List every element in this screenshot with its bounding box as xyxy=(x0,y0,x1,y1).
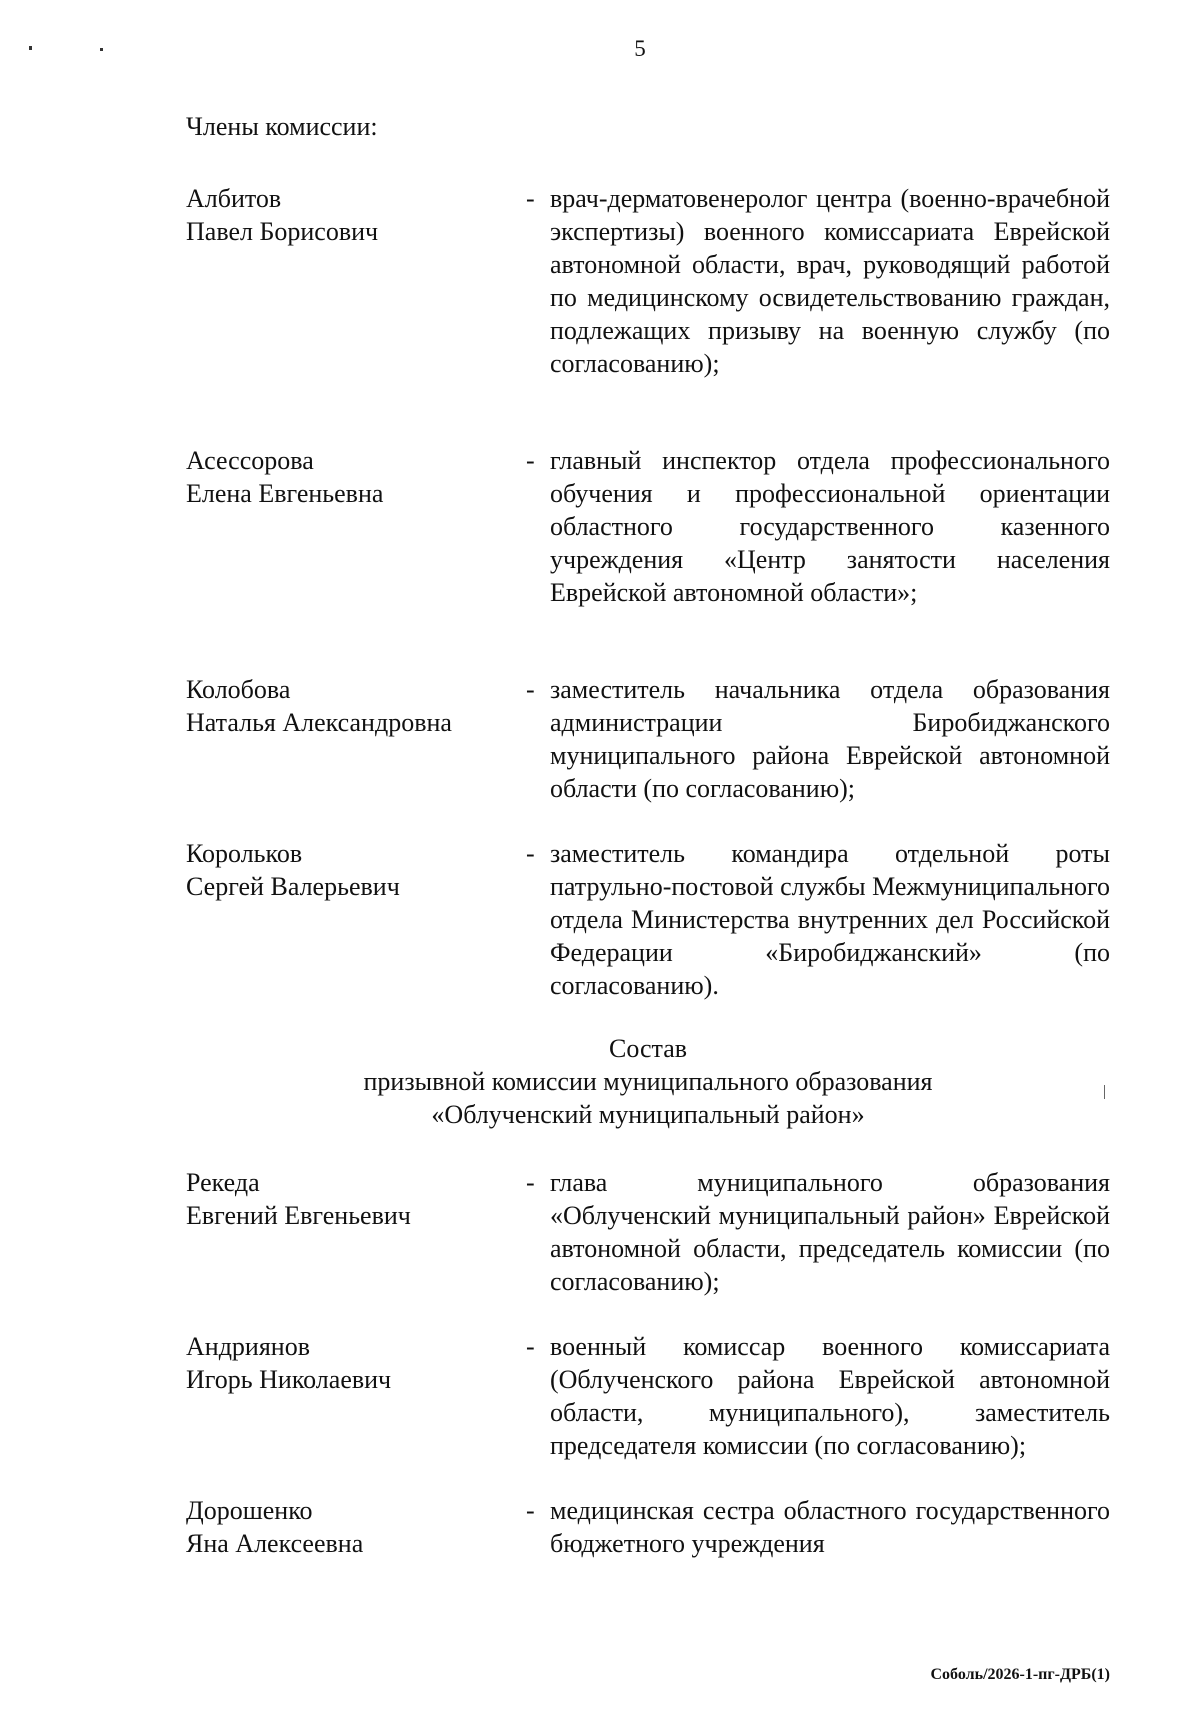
composition-title-line: Состав xyxy=(608,1034,688,1063)
member-position: глава муниципального образования «Облученский муниципальный район» Еврейской автономной области, председатель комиссии (по согласованию); xyxy=(550,1168,1110,1296)
member-name xyxy=(186,1166,516,1232)
member-name xyxy=(186,444,516,510)
member-surname: Рекеда xyxy=(186,1168,260,1197)
member-surname: Албитов xyxy=(186,184,282,213)
composition-title xyxy=(300,1032,996,1131)
member-given-names: Евгений Евгеньевич xyxy=(186,1201,411,1230)
member-position: медицинская сестра областного государственного бюджетного учреждения xyxy=(550,1496,1110,1558)
member-surname: Дорошенко xyxy=(186,1496,313,1525)
scan-mark xyxy=(1104,1085,1105,1099)
member-given-names: Игорь Николаевич xyxy=(186,1365,392,1394)
dash-separator: - xyxy=(526,1332,535,1361)
member-position: заместитель начальника отдела образования администрации Биробиджанского муниципального района Еврейской автономной области (по согласованию); xyxy=(550,675,1110,803)
member-surname: Асессорова xyxy=(186,446,314,475)
dash-separator: - xyxy=(526,675,535,704)
page-number: 5 xyxy=(634,36,646,61)
member-name xyxy=(186,1330,516,1396)
member-name xyxy=(186,673,516,739)
document-code: Соболь/2026-1-пг-ДРБ(1) xyxy=(930,1666,1110,1683)
member-position: заместитель командира отдельной роты патрульно-постовой службы Межмуниципального отдела Министерства внутренних дел Российской Федерации «Биробиджанский» (по согласованию). xyxy=(550,839,1110,1000)
dash-separator: - xyxy=(526,184,535,213)
member-name xyxy=(186,837,516,903)
member-position: главный инспектор отдела профессионального обучения и профессиональной ориентации областного государственного казенного учреждения «Центр занятости населения Еврейской автономной области»; xyxy=(550,446,1110,607)
member-given-names: Елена Евгеньевна xyxy=(186,479,384,508)
member-position: врач-дерматовенеролог центра (военно-врачебной экспертизы) военного комиссариата Еврейской автономной области, врач, руководящий работой по медицинскому освидетельствованию граждан, подлежащих призыву на военную службу (по согласованию); xyxy=(550,184,1110,378)
member-given-names: Павел Борисович xyxy=(186,217,379,246)
member-surname: Андриянов xyxy=(186,1332,310,1361)
member-surname: Корольков xyxy=(186,839,303,868)
composition-title-line: «Облученский муниципальный район» xyxy=(431,1100,865,1129)
dash-separator: - xyxy=(526,839,535,868)
member-position: военный комиссар военного комиссариата (Облученского района Еврейской автономной области, муниципального), заместитель председателя комиссии (по согласованию); xyxy=(550,1332,1110,1460)
composition-title-line: призывной комиссии муниципального образования xyxy=(363,1067,933,1096)
member-surname: Колобова xyxy=(186,675,291,704)
member-given-names: Сергей Валерьевич xyxy=(186,872,400,901)
member-given-names: Яна Алексеевна xyxy=(186,1529,364,1558)
dash-separator: - xyxy=(526,1168,535,1197)
member-name xyxy=(186,1494,516,1560)
member-name xyxy=(186,182,516,248)
member-given-names: Наталья Александровна xyxy=(186,708,452,737)
dash-separator: - xyxy=(526,1496,535,1525)
dash-separator: - xyxy=(526,446,535,475)
members-heading: Члены комиссии: xyxy=(186,112,378,141)
